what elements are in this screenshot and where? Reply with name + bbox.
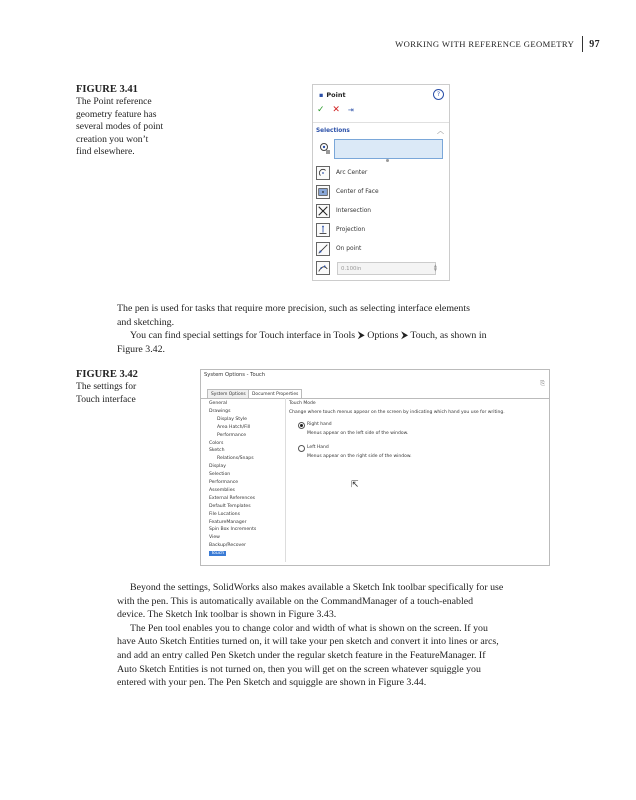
tree-item[interactable]: Performance <box>209 480 239 485</box>
on-point-icon <box>316 242 330 256</box>
tree-item[interactable]: Sketch <box>209 448 225 454</box>
tree-item[interactable]: Touch <box>211 551 225 557</box>
point-icon: ▪ <box>319 91 324 99</box>
tree-item[interactable]: FeatureManager <box>209 519 247 525</box>
text-line: device. The Sketch Ink toolbar is shown in Figure 3.43. <box>117 609 337 621</box>
resize-handle[interactable] <box>386 159 389 162</box>
tree-item[interactable]: Display <box>209 464 226 470</box>
spin-arrows-icon[interactable]: ▲ ▼ <box>433 263 437 272</box>
panel-title: Point <box>326 91 346 99</box>
caption-line: find elsewhere. <box>76 146 135 158</box>
tree-item[interactable]: External References <box>209 495 256 501</box>
ok-button[interactable]: ✓ <box>317 105 325 115</box>
mode-arc-center[interactable] <box>316 166 436 182</box>
tree-item[interactable]: Backup/Recover <box>209 543 246 549</box>
section-description: Change where touch menus appear on the screen by indicating which hand you use for writing. <box>289 410 505 415</box>
mode-label: Arc Center <box>336 170 368 176</box>
divider <box>201 398 549 399</box>
distance-input[interactable]: 0.100in <box>337 262 436 275</box>
dialog-title: System Options - Touch <box>204 372 266 378</box>
text-line: entered with your pen. The Pen Sketch and squiggle are shown in Figure 3.44. <box>117 677 427 689</box>
figure-3-42-caption <box>76 369 196 406</box>
mode-label: Intersection <box>336 208 372 214</box>
projection-icon <box>316 223 330 237</box>
left-hand-radio[interactable] <box>298 445 305 452</box>
paragraph <box>117 581 587 690</box>
system-options-dialog <box>200 369 550 566</box>
caption-line: creation you won’t <box>76 133 149 145</box>
selection-box[interactable] <box>334 139 443 159</box>
caption-line: The Point reference <box>76 96 152 108</box>
arc-center-icon <box>316 166 330 180</box>
text-line: You can find special settings for Touch interface in Tools ⮞ Options ⮞ Touch, as shown in <box>130 330 487 342</box>
mouse-cursor-icon: ⇱ <box>351 480 359 490</box>
tree-item[interactable]: Spin Box Increments <box>209 527 257 533</box>
text-line: and sketching. <box>117 316 175 328</box>
tree-item[interactable]: Default Templates <box>209 503 251 509</box>
right-hand-description: Menus appear on the left side of the window. <box>307 431 409 436</box>
text-line: Beyond the settings, SolidWorks also makes available a Sketch Ink toolbar specifically for use <box>130 582 504 593</box>
right-hand-radio[interactable] <box>298 422 305 429</box>
mode-label: Center of Face <box>336 189 379 195</box>
figure-number: FIGURE 3.42 <box>76 369 138 380</box>
distance-row <box>316 261 436 277</box>
text-line: The Pen tool enables you to change color and width of what is shown on the screen. If you <box>130 622 488 634</box>
tree-item[interactable]: Area Hatch/Fill <box>217 424 251 430</box>
collapse-chevron-icon[interactable]: ︿ <box>437 127 444 135</box>
figure-3-41-caption <box>76 84 196 158</box>
text-line: have Auto Sketch Entities turned on, it will take your pen sketch and convert it into lines or arcs, <box>117 636 499 648</box>
point-property-panel <box>312 84 450 281</box>
options-icon[interactable]: ⎘ <box>540 380 545 387</box>
help-icon[interactable]: ? <box>433 89 444 100</box>
divider <box>285 398 286 562</box>
tab-document-properties[interactable]: Document Properties <box>248 389 302 399</box>
selection-point-icon <box>318 142 331 155</box>
figure-number: FIGURE 3.41 <box>76 84 138 95</box>
tree-item[interactable]: Selection <box>209 472 231 478</box>
mode-center-of-face[interactable] <box>316 185 436 201</box>
text-line: The pen is used for tasks that require more precision, such as selecting interface elements <box>117 303 470 314</box>
tree-item[interactable]: Assemblies <box>209 487 235 493</box>
mode-label: On point <box>336 246 362 252</box>
divider <box>313 122 449 123</box>
mode-label: Projection <box>336 227 366 233</box>
mode-on-point[interactable] <box>316 242 436 258</box>
running-header-title: WORKING WITH REFERENCE GEOMETRY <box>395 36 583 52</box>
center-of-face-icon <box>316 185 330 199</box>
tree-item[interactable]: Relations/Snaps <box>217 456 254 462</box>
tree-item[interactable]: Display Style <box>217 416 247 422</box>
tab-system-options[interactable]: System Options <box>207 389 250 399</box>
tree-item[interactable]: File Locations <box>209 511 240 517</box>
tree-item[interactable]: Performance <box>217 432 247 438</box>
pin-button[interactable]: ⇥ <box>347 106 354 114</box>
text-line: and add an entry called Pen Sketch under the regular sketch feature in the FeatureManager. If <box>117 649 486 661</box>
caption-line: several modes of point <box>76 121 164 133</box>
mode-projection[interactable] <box>316 223 436 239</box>
tree-item[interactable]: Drawings <box>209 408 231 414</box>
text-line: Figure 3.42. <box>117 343 166 355</box>
text-line: with the pen. This is automatically available on the CommandManager of a touch-enabled <box>117 595 474 607</box>
selections-label: Selections <box>316 128 350 134</box>
running-header <box>300 36 600 52</box>
cancel-button[interactable]: ✕ <box>332 105 340 115</box>
caption-line: The settings for <box>76 381 137 393</box>
right-hand-label: Right hand <box>307 422 332 427</box>
text-line: Auto Sketch Entities is not turned on, then you will get on the screen whatever squiggle you <box>117 663 481 675</box>
tree-item[interactable]: Colors <box>209 440 224 446</box>
section-title: Touch Mode <box>289 401 316 406</box>
intersection-icon <box>316 204 330 218</box>
panel-actions <box>317 105 354 115</box>
mode-intersection[interactable] <box>316 204 436 220</box>
caption-line: geometry feature has <box>76 108 157 120</box>
left-hand-label: Left Hand <box>307 445 329 450</box>
tree-item[interactable]: General <box>209 401 228 406</box>
left-hand-description: Menus appear on the right side of the window. <box>307 454 412 459</box>
panel-header <box>319 91 346 99</box>
paragraph <box>117 302 577 356</box>
distance-along-curve-icon <box>316 261 330 275</box>
caption-line: Touch interface <box>76 393 136 405</box>
tree-item[interactable]: View <box>209 535 220 541</box>
page-number: 97 <box>589 39 600 50</box>
